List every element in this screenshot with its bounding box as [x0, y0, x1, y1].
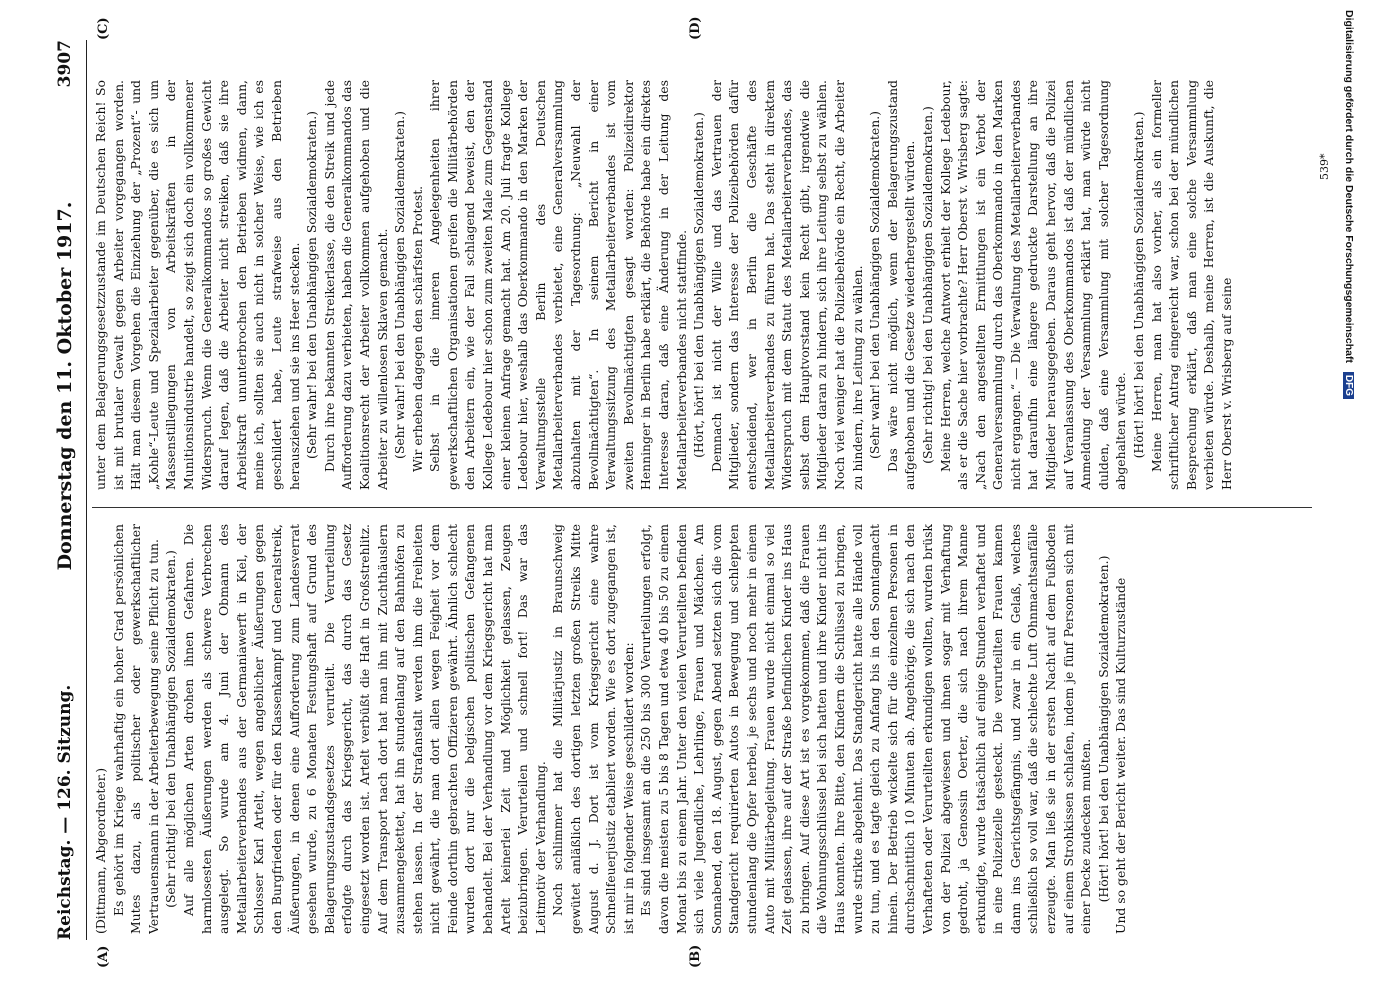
credit-text: Digitalisierung gefördert durch die Deutsche Forschungsgemeinschaft: [1343, 10, 1355, 363]
paragraph: Es sind insgesamt an die 250 bis 300 Verurteilungen erfolgt, davon die meisten zu 5 bis 8 Tagen und etwa 40 bis 50 zu einem Monat bis zu einem Jahr. Unter den vielen Verurteilten befinden sich viele Jugendliche, Lehrlinge, Frauen und Mädchen. Am Sonnabend, den 18. August, gegen Abend setzten sich die vom Standgericht requirierten Autos in Bewegung und schleppten stundenlang die Opfer herbei, je sechs und noch mehr in einem Auto mit Militärbegleitung. Frauen wurde nicht einmal so viel Zeit gelassen, ihre auf der Straße befindlichen Kinder ins Haus zu bringen. Auf diese Art ist es vorgekommen, daß die Frauen die Wohnungsschlüssel bei sich hatten und ihre Kinder nicht ins Haus konnten. Ihre Bitte, den Kindern die Schlüssel zu bringen, wurde strikte abgelehnt. Das Standgericht hatte alle Hände voll zu tun, und es tagte gleich zu Anfang bis in den Sonntagnacht hinein. Der Betrieb wickelte sich für die einzelnen Personen in durchschnittlich 10 Minuten ab. Angehörige, die sich nach den Verhafteten oder Verurteilten erkundigen wollten, wurden brüsk von der Polizei abgewiesen und ihnen sogar mit Verhaftung gedroht, ja Genossin Oerter, die sich nach ihrem Manne erkundigte, wurde tatsächlich auf einige Stunden verhaftet und in eine Polizeizelle gesteckt. Die verurteilten Frauen kamen dann ins Gerichtsgefängnis, und zwar in ein Gelaß, welches schließlich so voll war, daß die schlechte Luft Ohnmachtsanfälle erzeugte. Man ließ sie in der ersten Nacht auf dem Fußboden auf einem Strohkissen schlafen, indem je fünf Personen sich mit einer Decke zudecken mußten.: [638, 524, 1094, 934]
margin-marker-d: (D): [688, 16, 703, 40]
paragraph: Durch ihre bekannten Streikerlasse, die den Streik und jede Aufforderung dazu verbieten, haben die Generalkommandos das Koalitionsrecht der Arbeiter vollkommen aufgehoben und die Arbeiter zu willenlosen Sklaven gemacht.: [321, 80, 390, 490]
interjection: (Sehr wahr! bei den Unabhängigen Sozialdemokraten.): [867, 111, 883, 459]
margin-marker-b: (B): [688, 944, 703, 968]
paragraph: Auf alle möglichen Arten drohen ihnen Gefahren. Die harmlosesten Äußerungen werden als schwere Verbrechen ausgelegt. So wurde am 4. Juni der Obmann des Metallarbeiterverbandes aus der Germaniawerft in Kiel, der Schlosser Karl Artelt, wegen angeblicher Äußerungen gegen den Burgfrieden oder für den Klassenkampf und Generalstreik, Äußerungen, in denen eine Aufforderung zum Landesverrat gesehen wurde, zu 6 Monaten Festungshaft auf Grund des Belagerungszustandsgesetzes verurteilt. Die Verurteilung erfolgte durch das Kriegsgericht, das durch das Gesetz eingesetzt worden ist. Artelt verbüßt die Haft in Großstrehlitz. Auf dem Transport nach dort hat man ihn mit Zuchthäuslern zusammengekettet, hat ihn stundenlang auf den Bahnhöfen zu stehen lassen. In der Strafanstalt werden ihm die Freiheiten nicht gewährt, die man dort allen wegen Feigheit vor dem Feinde dorthin gebrachten Offizieren gewährt. Ähnlich schlecht wurden dort nur die belgischen politischen Gefangenen behandelt. Bei der Verhandlung vor dem Kriegsgericht hat man Artelt keinerlei Zeit und Möglichkeit gelassen, Zeugen beizubringen. Verurteilen und schnell fort! Das war das Leitmotiv der Verhandlung.: [180, 524, 548, 934]
interjection: (Sehr richtig! bei den Unabhängigen Sozialdemokraten.): [919, 106, 935, 464]
interjection: (Hört, hört! bei den Unabhängigen Sozialdemokraten.): [691, 112, 707, 458]
left-column: [92, 524, 1312, 934]
interjection: (Hört! hört! bei den Unabhängigen Sozialdemokraten.): [1095, 555, 1111, 903]
right-column: [92, 80, 1312, 490]
page-number: 3907: [55, 40, 75, 88]
speaker-note: (Dittmann, Abgeordneter.): [93, 767, 108, 934]
paragraph: Selbst in die inneren Angelegenheiten ihrer gewerkschaftlichen Organisationen greifen die Militärbehörden den Arbeitern ein, wie der Fall schlagend beweist, den der Kollege Ledebour hier schon zum zweiten Male zum Gegenstand einer kleinen Anfrage gemacht hat. Am 20. Juli fragte Kollege Ledebour hier, weshalb das Oberkommando in den Marken der Verwaltungsstelle Berlin des Deutschen Metallarbeiterverbandes verbietet, eine Generalversammlung abzuhalten mit der Tagesordnung: „Neuwahl der Bevollmächtigten“. In seinem Bericht in einer Verwaltungssitzung des Metallarbeiterverbandes ist vom zweiten Bevollmächtigten gesagt worden: Polizeidirektor Henninger in Berlin habe erklärt, die Behörde habe ein direktes Interesse daran, daß eine Änderung in der Leitung des Metallarbeiterverbandes nicht stattfinde.: [427, 80, 689, 490]
paragraph: Demnach ist nicht der Wille und das Vertrauen der Mitglieder, sondern das Interesse der Polizeibehörden dafür entscheidend, wer in Berlin die Geschäfte des Metallarbeiterverbandes zu führen hat. Das steht in direktem Widerspruch mit dem Statut des Metallarbeiterverbandes, das selbst dem Hauptvorstand kein Recht gibt, irgendwie die Mitglieder daran zu hindern, sich ihre Leitung selbst zu wählen. Noch viel weniger hat die Polizeibehörde ein Recht, die Arbeiter zu hindern, ihre Leitung zu wählen.: [708, 80, 865, 490]
paragraph: Meine Herren, welche Antwort erhielt der Kollege Ledebour, als er die Sache hier vorbrachte? Herr Oberst v. Wrisberg sagte: „Nach den angestellten Ermittlungen ist ein Verbot der Generalversammlung durch das Oberkommando in den Marken nicht ergangen.“ — Die Verwaltung des Metallarbeiterverbandes hat daraufhin eine längere gedruckte Darstellung an ihre Mitglieder herausgegeben. Daraus geht hervor, daß die Polizei auf Veranlassung des Oberkommandos ist daß der mündlichen Anmeldung der Versammlung erklärt hat, man würde nicht dulden, daß eine Versammlung mit solcher Tagesordnung abgehalten würde.: [937, 80, 1129, 490]
header-left: Reichstag. — 126. Sitzung.: [55, 684, 75, 940]
paragraph: Noch schlimmer hat die Militärjustiz in Braunschweig gewütet anläßlich des dortigen letzten großen Streiks Mitte August d. J. Dort ist vom Kriegsgericht eine wahre Schnellfeuerjustiz etabliert worden. Wie es dort zugegangen ist, ist mir in folgender Weise geschildert worden:: [550, 524, 636, 934]
header-date: Donnerstag den 11. Oktober 1917.: [54, 201, 76, 571]
paragraph: Meine Herren, man hat also vorher, als ein formeller schriftlicher Antrag eingereicht war, schon bei der mündlichen Besprechung erklärt, daß man eine solche Versammlung verbieten würde. Deshalb, meine Herren, ist die Auskunft, die Herr Oberst v. Wrisberg auf seine: [1148, 80, 1234, 490]
page-footer-number: 539*: [1318, 153, 1331, 180]
interjection: (Sehr richtig! bei den Unabhängigen Sozialdemokraten.): [163, 550, 179, 908]
paragraph: Wir erheben dagegen den schärfsten Protest.: [409, 185, 425, 472]
page-header: [48, 40, 82, 940]
dfg-logo: DFG: [1343, 372, 1354, 399]
paragraph: Und so geht der Bericht weiter. Das sind Kulturzustände: [1113, 577, 1129, 934]
header-rule: [86, 40, 87, 940]
paragraph: Das wäre nicht möglich, wenn der Belagerungszustand aufgehoben und die Gesetze wiederhergestellt würden.: [884, 80, 918, 490]
margin-marker-a: (A): [96, 945, 111, 968]
digitization-credit: [1335, 10, 1355, 990]
interjection: (Sehr wahr! bei den Unabhängigen Sozialdemokraten.): [304, 111, 320, 459]
interjection: (Hört! hört! bei den Unabhängigen Sozialdemokraten.): [1131, 111, 1147, 459]
column-divider: [92, 507, 1312, 508]
interjection: (Sehr wahr! bei den Unabhängigen Sozialdemokraten.): [392, 111, 408, 459]
paragraph: Es gehört im Kriege wahrhaftig ein hoher Grad persönlichen Mutes dazu, als politischer oder gewerkschaftlicher Vertrauensmann in der Arbeiterbewegung seine Pflicht zu tun.: [110, 524, 161, 934]
paragraph: unter dem Belagerungsgesetzzustande im Deutschen Reich! So ist mit brutaler Gewalt gegen Arbeiter vorgegangen worden. Hält man diesem Vorgehen die Einziehung der „Prozent“- und „Kohle“-Leute und Spezialarbeiter gegenüber, die es sich um Massenstillegungen von Arbeitskräften in der Munitionsindustrie handelt, so zeigt sich doch ein vollkommener Widerspruch. Wenn die Generalkommandos so großes Gewicht darauf legen, daß die Arbeiter nicht streiken, daß sie ihre Arbeitskraft ununterbrochen den Betrieben widmen, dann, meine ich, sollten sie auch nicht in solcher Weise, wie ich es geschildert habe, Leute strafweise aus den Betrieben herausziehen und sie ins Heer stecken.: [93, 80, 302, 490]
margin-marker-c: (C): [96, 17, 111, 40]
